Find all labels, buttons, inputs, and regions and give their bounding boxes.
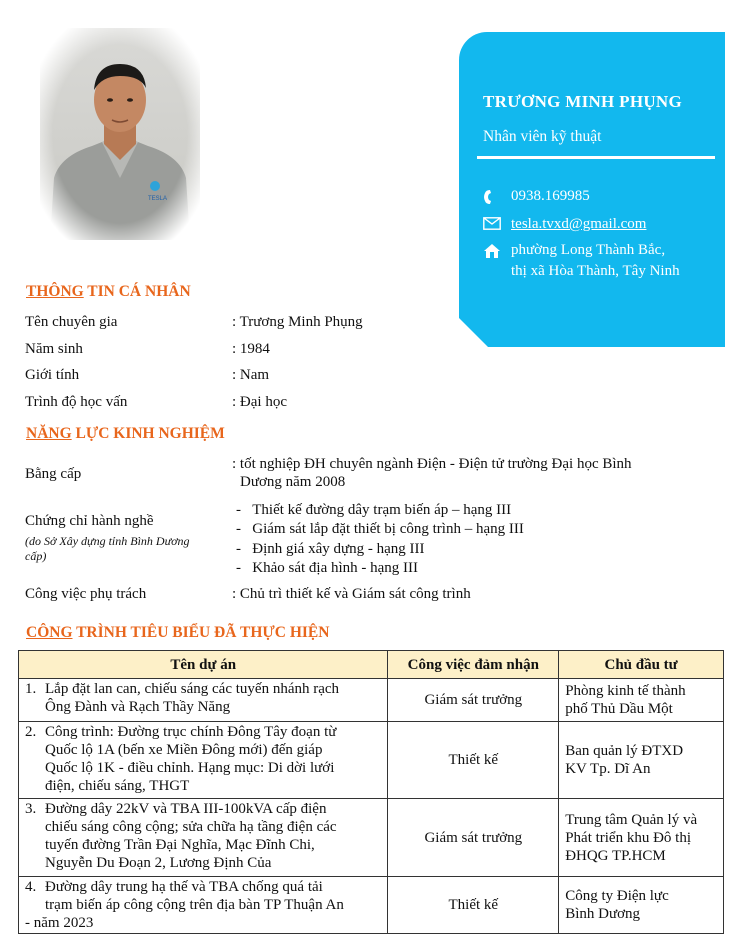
profile-role: Nhân viên kỹ thuật xyxy=(483,128,602,145)
info-label: Tên chuyên gia xyxy=(25,314,118,330)
project-role-cell: Giám sát trưởng xyxy=(388,679,559,722)
email-link[interactable]: tesla.tvxd@gmail.com xyxy=(511,216,647,232)
table-header-row xyxy=(19,651,724,679)
contact-card xyxy=(459,32,725,347)
cert-item: - Thiết kế đường dây trạm biến áp – hạng III xyxy=(236,502,512,518)
cert-item: - Giám sát lắp đặt thiết bị công trình – hạng III xyxy=(236,521,524,537)
project-name-cell: 4. Đường dây trung hạ thế và TBA chống quá tải trạm biến áp công cộng trên địa bàn TP Thuận An - năm 2023 xyxy=(19,877,388,934)
project-name-cell: 1. Lắp đặt lan can, chiếu sáng các tuyến nhánh rạch Ông Đành và Rạch Thầy Năng xyxy=(19,679,388,722)
project-owner-cell: Công ty Điện lực Bình Dương xyxy=(559,877,724,934)
cert-label: Chứng chỉ hành nghề xyxy=(25,513,154,529)
card-corner-cut xyxy=(459,318,489,348)
address-line-1: phường Long Thành Bắc, xyxy=(511,242,666,258)
address-line-2: thị xã Hòa Thành, Tây Ninh xyxy=(511,263,680,279)
cert-note-line-2: cấp) xyxy=(25,549,47,563)
duty-value: : Chủ trì thiết kế và Giám sát công trình xyxy=(232,586,471,602)
project-owner-cell: Phòng kinh tế thành phố Thủ Dầu Một xyxy=(559,679,724,722)
project-name-cell: 2. Công trình: Đường trục chính Đông Tây đoạn từ Quốc lộ 1A (bến xe Miền Đông mới) đến giáp Quốc lộ 1K - điều chỉnh. Hạng mục: Di dời lưới điện, chiếu sáng, THGT xyxy=(19,722,388,799)
section-heading-personal: THÔNG TIN CÁ NHÂN xyxy=(26,283,191,300)
section-heading-projects: CÔNG TRÌNH TIÊU BIỂU ĐÃ THỰC HIỆN xyxy=(26,624,330,641)
info-value: : Đại học xyxy=(232,394,287,410)
column-header: Tên dự án xyxy=(19,651,388,679)
table-row xyxy=(19,722,724,799)
table-row xyxy=(19,877,724,934)
column-header: Công việc đảm nhận xyxy=(388,651,559,679)
project-role-cell: Thiết kế xyxy=(388,722,559,799)
profile-photo xyxy=(40,28,200,240)
table-row xyxy=(19,679,724,722)
project-role-cell: Giám sát trưởng xyxy=(388,799,559,877)
phone-number: 0938.169985 xyxy=(511,188,590,204)
cert-item: - Khảo sát địa hình - hạng III xyxy=(236,560,419,576)
degree-value-line-2: Dương năm 2008 xyxy=(240,474,346,490)
degree-value-line-1: : tốt nghiệp ĐH chuyên ngành Điện - Điện tử trường Đại học Bình xyxy=(232,456,632,472)
info-label: Năm sinh xyxy=(25,341,83,357)
section-heading-experience: NĂNG LỰC KINH NGHIỆM xyxy=(26,425,225,442)
info-label: Giới tính xyxy=(25,367,80,383)
project-role-cell: Thiết kế xyxy=(388,877,559,934)
column-header: Chủ đầu tư xyxy=(559,651,724,679)
info-value: : Nam xyxy=(232,367,270,383)
cert-item: - Định giá xây dựng - hạng III xyxy=(236,541,425,557)
projects-table xyxy=(18,650,724,934)
info-value: : 1984 xyxy=(232,341,270,357)
address-row xyxy=(483,240,680,282)
phone-icon xyxy=(483,186,511,207)
info-value: : Trương Minh Phụng xyxy=(232,314,363,330)
project-name-cell: 3. Đường dây 22kV và TBA III-100kVA cấp điện chiếu sáng công cộng; sửa chữa hạ tầng điện các tuyến đường Trần Đại Nghĩa, Mạc Đĩnh Chi, Nguyễn Du Đoạn 2, Lương Định Của xyxy=(19,799,388,877)
card-divider xyxy=(477,156,715,159)
mail-icon xyxy=(483,214,511,235)
profile-name: TRƯƠNG MINH PHỤNG xyxy=(483,92,683,111)
phone-row xyxy=(483,186,590,207)
email-row xyxy=(483,214,646,235)
info-label: Trình độ học vấn xyxy=(25,394,128,410)
project-owner-cell: Trung tâm Quản lý và Phát triển khu Đô thị ĐHQG TP.HCM xyxy=(559,799,724,877)
duty-label: Công việc phụ trách xyxy=(25,586,147,602)
table-row xyxy=(19,799,724,877)
project-owner-cell: Ban quản lý ĐTXD KV Tp. Dĩ An xyxy=(559,722,724,799)
cert-note-line-1: (do Sở Xây dựng tỉnh Bình Dương xyxy=(25,534,190,548)
home-icon xyxy=(483,240,511,282)
degree-label: Bằng cấp xyxy=(25,466,82,482)
